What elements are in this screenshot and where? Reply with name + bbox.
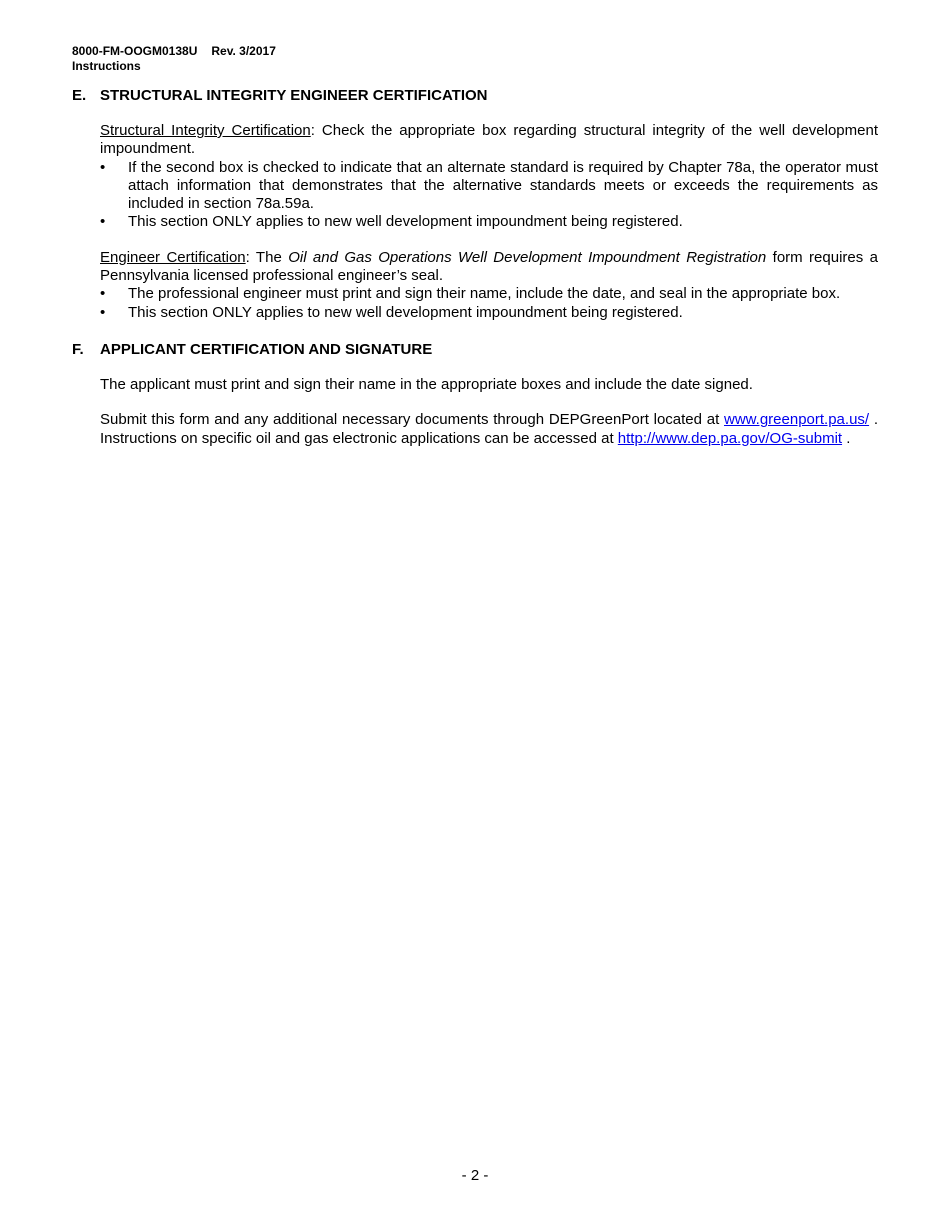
engineer-certification-block	[100, 249, 878, 322]
section-e-title: STRUCTURAL INTEGRITY ENGINEER CERTIFICATION	[100, 87, 488, 104]
structural-integrity-label: Structural Integrity Certification	[100, 122, 311, 139]
form-header	[72, 44, 276, 74]
section-f	[72, 340, 878, 448]
section-e-letter: E.	[72, 87, 87, 104]
bullet-icon: •	[100, 158, 106, 176]
section-f-letter: F.	[72, 341, 84, 358]
engineer-certification-label: Engineer Certification	[100, 248, 246, 266]
list-item: • This section ONLY applies to new well development impoundment being registered.	[100, 213, 683, 231]
greenport-link[interactable]: www.greenport.pa.us/	[724, 411, 870, 429]
form-number: 8000-FM-OOGM0138U	[72, 44, 198, 58]
engineer-certification-bullets	[100, 285, 878, 322]
form-id-line	[72, 44, 276, 59]
engineer-certification-paragraph: Engineer Certification: The Oil and Gas Operations Well Development Impoundment Registration form requires a Pennsylvania licensed professional engineer’s seal.	[100, 248, 878, 285]
applicant-paragraph: The applicant must print and sign their name in the appropriate boxes and include the date signed.	[100, 376, 753, 393]
submit-paragraph: Submit this form and any additional necessary documents through DEPGreenPort located at www.greenport.pa.us/ . Instructions on specific oil and gas electronic applications can be accessed at http://www.dep.pa.gov/OG-submit .	[100, 411, 878, 447]
og-submit-link[interactable]: http://www.dep.pa.gov/OG-submit	[617, 429, 843, 447]
structural-integrity-paragraph: Structural Integrity Certification: Check the appropriate box regarding structural integrity of the well development impoundment.	[100, 122, 878, 158]
page-number: - 2 -	[461, 1167, 489, 1184]
section-e	[72, 86, 878, 322]
bullet-icon: •	[100, 213, 106, 231]
bullet-icon: •	[100, 303, 106, 321]
bullet-icon: •	[100, 285, 106, 303]
form-revision: Rev. 3/2017	[211, 44, 276, 58]
section-f-title: APPLICANT CERTIFICATION AND SIGNATURE	[100, 341, 433, 358]
section-f-heading	[72, 340, 878, 360]
section-e-heading	[72, 86, 878, 106]
structural-integrity-bullets	[100, 159, 878, 232]
structural-integrity-block	[100, 122, 878, 232]
list-item: • This section ONLY applies to new well development impoundment being registered.	[100, 303, 683, 321]
list-item: • The professional engineer must print and sign their name, include the date, and seal in the appropriate box.	[100, 285, 841, 303]
list-item: • If the second box is checked to indicate that an alternate standard is required by Chapter 78a, the operator must attach information that demonstrates that the alternative standards meets or exceeds the requirements as included in section 78a.59a.	[100, 158, 878, 213]
form-subtitle: Instructions	[72, 59, 141, 73]
form-name: Oil and Gas Operations Well Development Impoundment Registration	[288, 248, 767, 266]
